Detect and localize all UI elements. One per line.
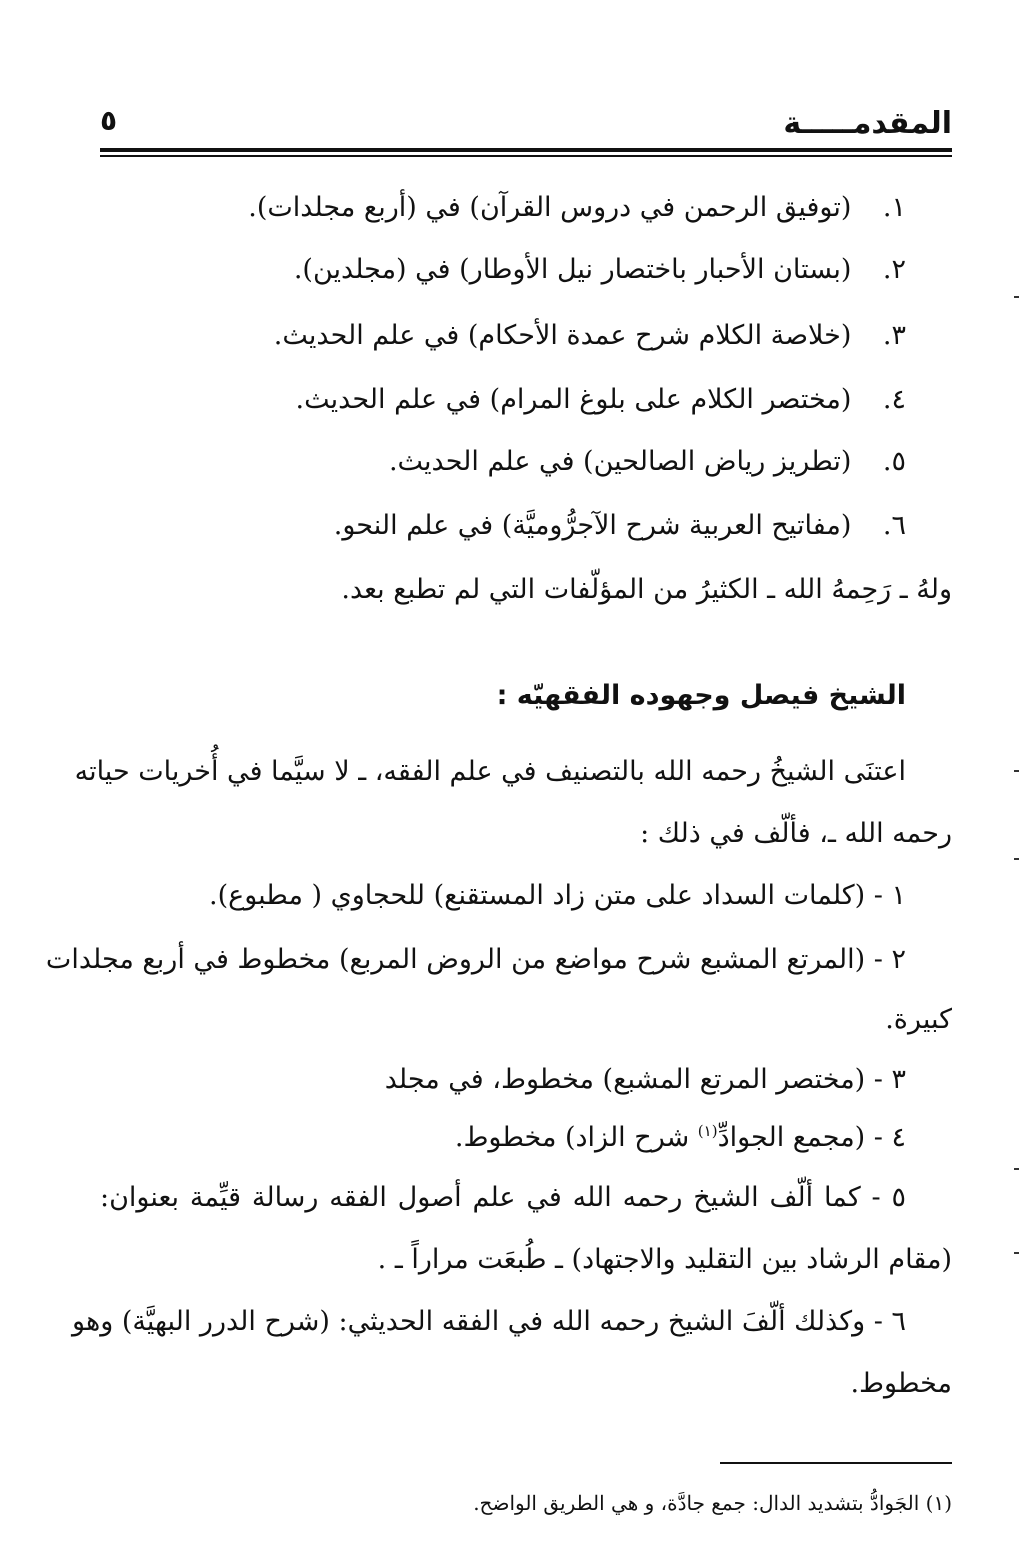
footnote: (١) الجَوادُّ بتشديد الدال: جمع جادَّة، و هي الطريق الواضح. xyxy=(473,1491,952,1515)
margin-mark xyxy=(1014,1252,1019,1254)
list-text: (تطريز رياض الصالحين) في علم الحديث. xyxy=(388,446,852,477)
fiqh-item: ٥ - كما ألّف الشيخ رحمه الله في علم أصول الفقه رسالة قيِّمة بعنوان: xyxy=(100,1182,906,1213)
footnote-separator xyxy=(720,1462,952,1464)
fiqh-item: ٦ - وكذلك ألّفَ الشيخ رحمه الله في الفقه الحديثي: (شرح الدرر البهيَّة) وهو xyxy=(72,1306,906,1337)
list-number: ٣. xyxy=(882,320,906,351)
section-intro-line: رحمه الله ـ، فألّف في ذلك : xyxy=(640,818,952,849)
list-number: ٢. xyxy=(882,254,906,285)
fiqh-item-text: ٤ - (مجمع الجوادِّ xyxy=(717,1122,906,1153)
list-number: ٦. xyxy=(882,510,906,541)
book-list-item xyxy=(248,188,906,228)
header-rule-thin xyxy=(100,155,952,157)
fiqh-item: ٢ - (المرتع المشبع شرح مواضع من الروض المربع) مخطوط في أربع مجلدات xyxy=(45,944,906,975)
margin-mark xyxy=(1014,1168,1019,1170)
section-heading: الشيخ فيصل وجهوده الفقهيّه : xyxy=(496,680,906,711)
fiqh-item-continuation: (مقام الرشاد بين التقليد والاجتهاد) ـ طُبعَت مراراً ـ . xyxy=(377,1244,952,1275)
page-number: ٥ xyxy=(100,104,118,137)
margin-mark xyxy=(1014,296,1019,298)
book-list-item xyxy=(334,506,906,546)
book-list-item xyxy=(274,316,906,356)
page-header xyxy=(100,98,952,148)
fiqh-item: ١ - (كلمات السداد على متن زاد المستقنع) للحجاوي ( مطبوع). xyxy=(208,880,906,911)
list-text: (بستان الأحبار باختصار نيل الأوطار) في (مجلدين). xyxy=(293,254,852,285)
list-text: (توفيق الرحمن في دروس القرآن) في (أربع مجلدات). xyxy=(248,192,852,223)
margin-mark xyxy=(1014,770,1019,772)
fiqh-item-text: شرح الزاد) مخطوط. xyxy=(454,1122,698,1153)
closing-line: ولهُ ـ رَحِمهُ الله ـ الكثيرُ من المؤلّفات التي لم تطبع بعد. xyxy=(341,574,952,605)
footnote-marker: (١) xyxy=(697,1122,718,1140)
fiqh-item-continuation: كبيرة. xyxy=(885,1004,952,1035)
list-number: ٤. xyxy=(882,384,906,415)
list-text: (خلاصة الكلام شرح عمدة الأحكام) في علم الحديث. xyxy=(273,320,852,351)
fiqh-item: ٣ - (مختصر المرتع المشبع) مخطوط، في مجلد xyxy=(384,1064,906,1095)
fiqh-item-continuation: مخطوط. xyxy=(850,1368,952,1399)
margin-mark xyxy=(1014,858,1019,860)
list-text: (مختصر الكلام على بلوغ المرام) في علم الحديث. xyxy=(295,384,852,415)
list-number: ١. xyxy=(882,192,906,223)
chapter-title: المقدمـــــة xyxy=(783,106,952,141)
book-list-item xyxy=(389,442,906,482)
list-text: (مفاتيح العربية شرح الآجرُّوميَّة) في علم النحو. xyxy=(333,510,852,541)
section-intro-line: اعتنَى الشيخُ رحمه الله بالتصنيف في علم الفقه، ـ لا سيَّما في أُخريات حياته xyxy=(74,756,906,787)
header-rule-thick xyxy=(100,148,952,152)
book-list-item xyxy=(296,380,906,420)
list-number: ٥. xyxy=(882,446,906,477)
fiqh-item xyxy=(455,1118,906,1158)
book-list-item xyxy=(294,250,906,290)
